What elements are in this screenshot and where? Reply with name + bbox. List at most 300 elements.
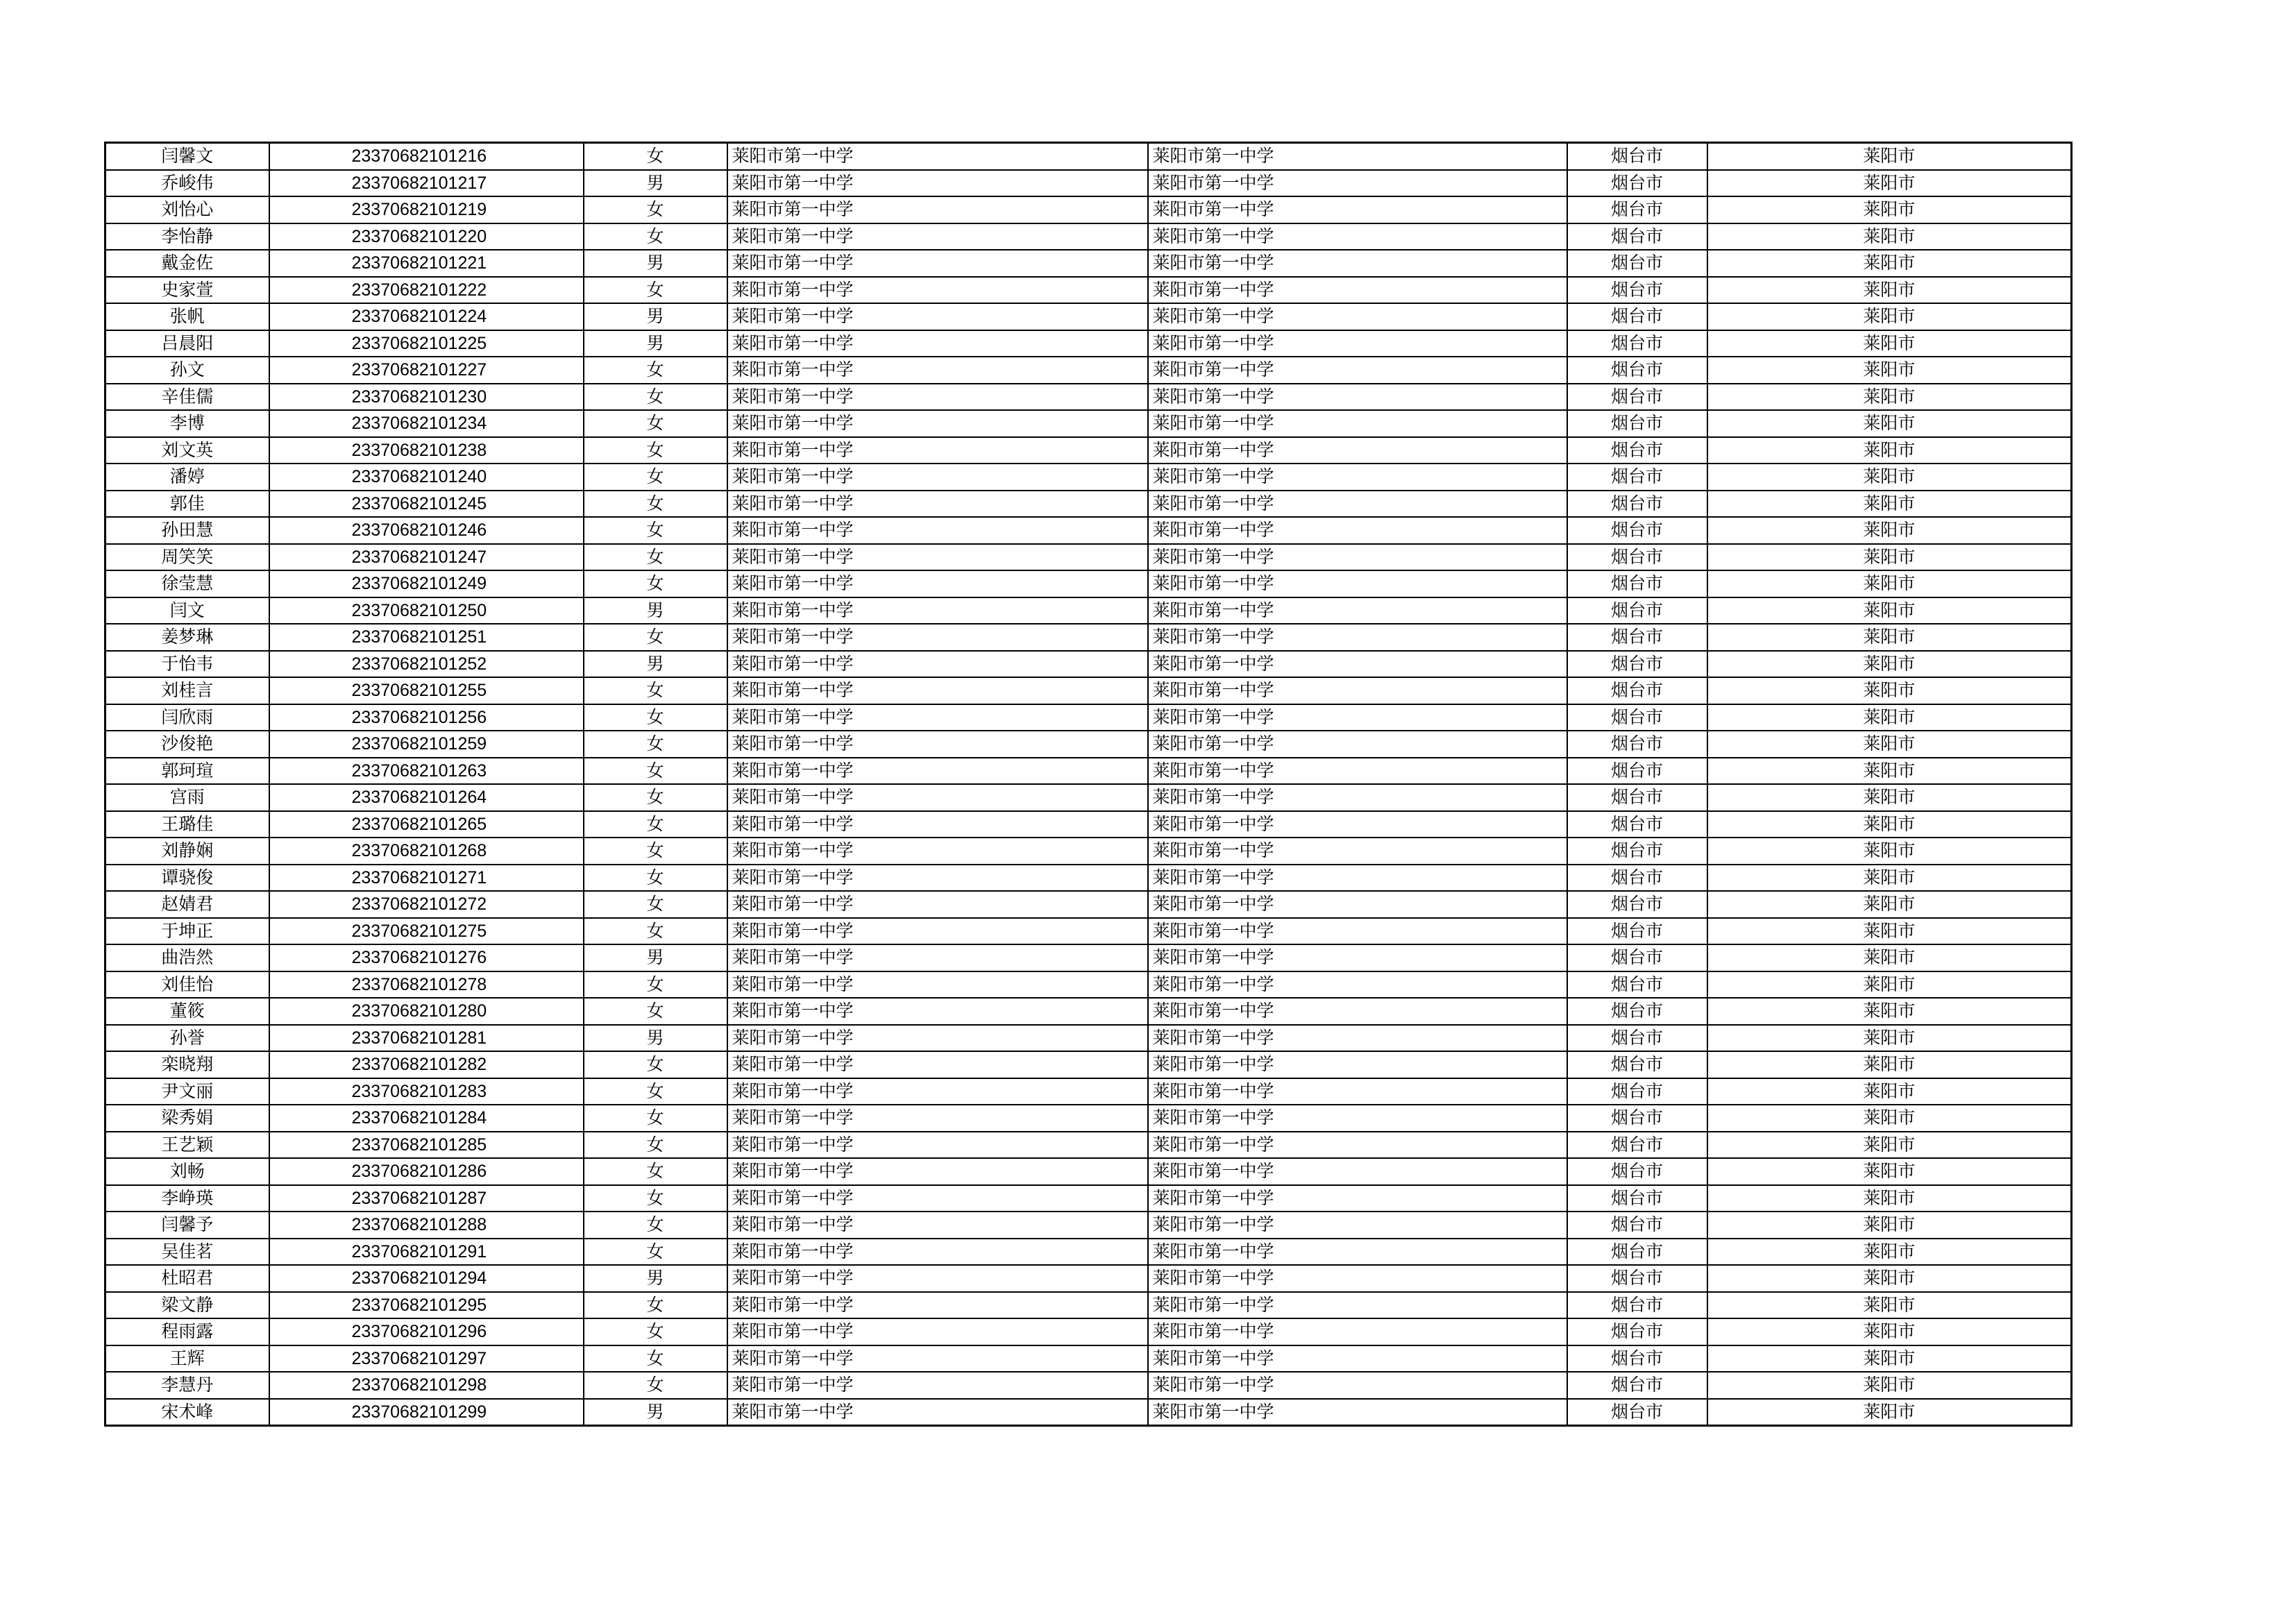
table-row xyxy=(105,1318,2072,1345)
cell-county: 莱阳市 xyxy=(1707,597,2072,624)
cell-city: 烟台市 xyxy=(1567,704,1707,731)
cell-county: 莱阳市 xyxy=(1707,250,2072,277)
cell-county: 莱阳市 xyxy=(1707,170,2072,197)
cell-city: 烟台市 xyxy=(1567,1265,1707,1292)
cell-exam-id: 23370682101256 xyxy=(269,704,584,731)
cell-school: 莱阳市第一中学 xyxy=(727,597,1148,624)
cell-county: 莱阳市 xyxy=(1707,1372,2072,1399)
cell-exam-id: 23370682101255 xyxy=(269,677,584,704)
cell-county: 莱阳市 xyxy=(1707,998,2072,1025)
cell-school: 莱阳市第一中学 xyxy=(727,891,1148,918)
cell-city: 烟台市 xyxy=(1567,357,1707,384)
cell-exam-id: 23370682101252 xyxy=(269,651,584,678)
cell-school: 莱阳市第一中学 xyxy=(727,998,1148,1025)
cell-exam-site: 莱阳市第一中学 xyxy=(1148,731,1567,758)
cell-exam-id: 23370682101287 xyxy=(269,1185,584,1212)
cell-name: 程雨露 xyxy=(105,1318,269,1345)
table-row xyxy=(105,811,2072,838)
cell-school: 莱阳市第一中学 xyxy=(727,1265,1148,1292)
cell-city: 烟台市 xyxy=(1567,223,1707,250)
cell-city: 烟台市 xyxy=(1567,1051,1707,1078)
table-row xyxy=(105,1132,2072,1159)
table-row xyxy=(105,410,2072,437)
cell-exam-site: 莱阳市第一中学 xyxy=(1148,1051,1567,1078)
cell-gender: 女 xyxy=(584,1051,727,1078)
cell-exam-site: 莱阳市第一中学 xyxy=(1148,1345,1567,1373)
cell-gender: 男 xyxy=(584,250,727,277)
table-row xyxy=(105,1239,2072,1266)
cell-county: 莱阳市 xyxy=(1707,223,2072,250)
cell-exam-site: 莱阳市第一中学 xyxy=(1148,1105,1567,1132)
cell-school: 莱阳市第一中学 xyxy=(727,223,1148,250)
table-row xyxy=(105,677,2072,704)
cell-city: 烟台市 xyxy=(1567,651,1707,678)
cell-school: 莱阳市第一中学 xyxy=(727,918,1148,945)
cell-school: 莱阳市第一中学 xyxy=(727,1372,1148,1399)
cell-name: 郭珂瑄 xyxy=(105,758,269,785)
table-row xyxy=(105,1212,2072,1239)
cell-name: 闫馨予 xyxy=(105,1212,269,1239)
cell-city: 烟台市 xyxy=(1567,784,1707,811)
table-row xyxy=(105,1158,2072,1185)
cell-exam-site: 莱阳市第一中学 xyxy=(1148,1239,1567,1266)
cell-county: 莱阳市 xyxy=(1707,1292,2072,1319)
cell-city: 烟台市 xyxy=(1567,410,1707,437)
cell-name: 刘佳怡 xyxy=(105,971,269,999)
cell-school: 莱阳市第一中学 xyxy=(727,677,1148,704)
table-row xyxy=(105,865,2072,892)
cell-gender: 女 xyxy=(584,437,727,464)
cell-exam-id: 23370682101294 xyxy=(269,1265,584,1292)
cell-gender: 女 xyxy=(584,865,727,892)
cell-county: 莱阳市 xyxy=(1707,1051,2072,1078)
cell-city: 烟台市 xyxy=(1567,677,1707,704)
cell-city: 烟台市 xyxy=(1567,464,1707,491)
cell-exam-id: 23370682101272 xyxy=(269,891,584,918)
cell-gender: 男 xyxy=(584,1025,727,1052)
cell-exam-id: 23370682101222 xyxy=(269,277,584,304)
cell-exam-id: 23370682101245 xyxy=(269,491,584,518)
cell-exam-id: 23370682101264 xyxy=(269,784,584,811)
cell-exam-id: 23370682101278 xyxy=(269,971,584,999)
cell-city: 烟台市 xyxy=(1567,998,1707,1025)
cell-exam-site: 莱阳市第一中学 xyxy=(1148,277,1567,304)
cell-gender: 男 xyxy=(584,944,727,971)
table-row xyxy=(105,1345,2072,1373)
cell-name: 刘文英 xyxy=(105,437,269,464)
cell-county: 莱阳市 xyxy=(1707,1025,2072,1052)
cell-city: 烟台市 xyxy=(1567,1185,1707,1212)
table-row xyxy=(105,651,2072,678)
cell-county: 莱阳市 xyxy=(1707,1212,2072,1239)
cell-name: 周笑笑 xyxy=(105,544,269,571)
cell-exam-site: 莱阳市第一中学 xyxy=(1148,1399,1567,1426)
table-row xyxy=(105,570,2072,597)
cell-name: 孙文 xyxy=(105,357,269,384)
cell-exam-id: 23370682101275 xyxy=(269,918,584,945)
cell-exam-id: 23370682101234 xyxy=(269,410,584,437)
cell-city: 烟台市 xyxy=(1567,1399,1707,1426)
cell-city: 烟台市 xyxy=(1567,1212,1707,1239)
cell-school: 莱阳市第一中学 xyxy=(727,517,1148,544)
cell-exam-id: 23370682101285 xyxy=(269,1132,584,1159)
cell-city: 烟台市 xyxy=(1567,437,1707,464)
cell-exam-site: 莱阳市第一中学 xyxy=(1148,1318,1567,1345)
cell-gender: 女 xyxy=(584,223,727,250)
cell-exam-site: 莱阳市第一中学 xyxy=(1148,998,1567,1025)
cell-name: 尹文丽 xyxy=(105,1078,269,1105)
cell-exam-site: 莱阳市第一中学 xyxy=(1148,410,1567,437)
cell-county: 莱阳市 xyxy=(1707,1078,2072,1105)
cell-name: 杜昭君 xyxy=(105,1265,269,1292)
cell-county: 莱阳市 xyxy=(1707,731,2072,758)
cell-exam-id: 23370682101221 xyxy=(269,250,584,277)
cell-exam-site: 莱阳市第一中学 xyxy=(1148,357,1567,384)
table-row xyxy=(105,1051,2072,1078)
cell-city: 烟台市 xyxy=(1567,971,1707,999)
table-row xyxy=(105,1265,2072,1292)
cell-city: 烟台市 xyxy=(1567,1318,1707,1345)
table-row xyxy=(105,357,2072,384)
cell-city: 烟台市 xyxy=(1567,865,1707,892)
cell-city: 烟台市 xyxy=(1567,303,1707,330)
cell-school: 莱阳市第一中学 xyxy=(727,811,1148,838)
cell-name: 王辉 xyxy=(105,1345,269,1373)
cell-city: 烟台市 xyxy=(1567,544,1707,571)
table-row xyxy=(105,918,2072,945)
cell-school: 莱阳市第一中学 xyxy=(727,357,1148,384)
cell-gender: 女 xyxy=(584,517,727,544)
cell-exam-site: 莱阳市第一中学 xyxy=(1148,1292,1567,1319)
table-row xyxy=(105,1372,2072,1399)
table-row xyxy=(105,758,2072,785)
table-row xyxy=(105,998,2072,1025)
cell-exam-id: 23370682101286 xyxy=(269,1158,584,1185)
cell-gender: 女 xyxy=(584,491,727,518)
cell-name: 董筱 xyxy=(105,998,269,1025)
cell-exam-site: 莱阳市第一中学 xyxy=(1148,597,1567,624)
cell-name: 张帆 xyxy=(105,303,269,330)
cell-name: 闫文 xyxy=(105,597,269,624)
cell-exam-site: 莱阳市第一中学 xyxy=(1148,944,1567,971)
cell-gender: 女 xyxy=(584,1158,727,1185)
table-row xyxy=(105,330,2072,357)
cell-name: 李慧丹 xyxy=(105,1372,269,1399)
cell-gender: 女 xyxy=(584,784,727,811)
cell-gender: 女 xyxy=(584,143,727,170)
cell-exam-site: 莱阳市第一中学 xyxy=(1148,303,1567,330)
cell-name: 潘婷 xyxy=(105,464,269,491)
cell-school: 莱阳市第一中学 xyxy=(727,1051,1148,1078)
table-row xyxy=(105,838,2072,865)
cell-school: 莱阳市第一中学 xyxy=(727,277,1148,304)
cell-name: 吕晨阳 xyxy=(105,330,269,357)
cell-name: 李博 xyxy=(105,410,269,437)
cell-school: 莱阳市第一中学 xyxy=(727,944,1148,971)
cell-county: 莱阳市 xyxy=(1707,677,2072,704)
cell-exam-site: 莱阳市第一中学 xyxy=(1148,1185,1567,1212)
cell-gender: 女 xyxy=(584,891,727,918)
cell-name: 姜梦琳 xyxy=(105,624,269,651)
cell-school: 莱阳市第一中学 xyxy=(727,250,1148,277)
cell-school: 莱阳市第一中学 xyxy=(727,491,1148,518)
cell-school: 莱阳市第一中学 xyxy=(727,1292,1148,1319)
cell-county: 莱阳市 xyxy=(1707,1239,2072,1266)
cell-gender: 女 xyxy=(584,758,727,785)
cell-city: 烟台市 xyxy=(1567,1158,1707,1185)
cell-exam-id: 23370682101250 xyxy=(269,597,584,624)
cell-exam-id: 23370682101296 xyxy=(269,1318,584,1345)
cell-exam-site: 莱阳市第一中学 xyxy=(1148,330,1567,357)
table-row xyxy=(105,1399,2072,1426)
table-row xyxy=(105,597,2072,624)
cell-exam-id: 23370682101284 xyxy=(269,1105,584,1132)
cell-county: 莱阳市 xyxy=(1707,971,2072,999)
cell-gender: 女 xyxy=(584,277,727,304)
cell-school: 莱阳市第一中学 xyxy=(727,971,1148,999)
table-row xyxy=(105,544,2072,571)
table-row xyxy=(105,464,2072,491)
cell-county: 莱阳市 xyxy=(1707,1132,2072,1159)
cell-exam-id: 23370682101238 xyxy=(269,437,584,464)
cell-exam-id: 23370682101271 xyxy=(269,865,584,892)
cell-gender: 女 xyxy=(584,196,727,223)
cell-name: 曲浩然 xyxy=(105,944,269,971)
cell-city: 烟台市 xyxy=(1567,1372,1707,1399)
table-body xyxy=(105,143,2072,1426)
cell-exam-id: 23370682101224 xyxy=(269,303,584,330)
cell-city: 烟台市 xyxy=(1567,731,1707,758)
cell-school: 莱阳市第一中学 xyxy=(727,784,1148,811)
cell-exam-id: 23370682101298 xyxy=(269,1372,584,1399)
cell-exam-site: 莱阳市第一中学 xyxy=(1148,651,1567,678)
table-row xyxy=(105,437,2072,464)
cell-county: 莱阳市 xyxy=(1707,517,2072,544)
cell-exam-site: 莱阳市第一中学 xyxy=(1148,1158,1567,1185)
cell-city: 烟台市 xyxy=(1567,570,1707,597)
cell-exam-id: 23370682101251 xyxy=(269,624,584,651)
cell-name: 栾晓翔 xyxy=(105,1051,269,1078)
cell-county: 莱阳市 xyxy=(1707,410,2072,437)
cell-city: 烟台市 xyxy=(1567,811,1707,838)
cell-county: 莱阳市 xyxy=(1707,464,2072,491)
cell-county: 莱阳市 xyxy=(1707,491,2072,518)
cell-exam-id: 23370682101217 xyxy=(269,170,584,197)
cell-city: 烟台市 xyxy=(1567,624,1707,651)
cell-name: 宫雨 xyxy=(105,784,269,811)
cell-exam-id: 23370682101227 xyxy=(269,357,584,384)
cell-school: 莱阳市第一中学 xyxy=(727,758,1148,785)
table-row xyxy=(105,891,2072,918)
cell-county: 莱阳市 xyxy=(1707,437,2072,464)
cell-exam-id: 23370682101247 xyxy=(269,544,584,571)
cell-exam-site: 莱阳市第一中学 xyxy=(1148,704,1567,731)
cell-city: 烟台市 xyxy=(1567,250,1707,277)
cell-school: 莱阳市第一中学 xyxy=(727,196,1148,223)
cell-school: 莱阳市第一中学 xyxy=(727,1185,1148,1212)
cell-gender: 女 xyxy=(584,1372,727,1399)
cell-county: 莱阳市 xyxy=(1707,1399,2072,1426)
cell-gender: 女 xyxy=(584,1345,727,1373)
cell-name: 闫欣雨 xyxy=(105,704,269,731)
cell-gender: 男 xyxy=(584,330,727,357)
cell-school: 莱阳市第一中学 xyxy=(727,303,1148,330)
cell-exam-id: 23370682101297 xyxy=(269,1345,584,1373)
cell-school: 莱阳市第一中学 xyxy=(727,143,1148,170)
cell-exam-id: 23370682101295 xyxy=(269,1292,584,1319)
cell-gender: 女 xyxy=(584,1132,727,1159)
cell-exam-id: 23370682101216 xyxy=(269,143,584,170)
cell-city: 烟台市 xyxy=(1567,891,1707,918)
cell-school: 莱阳市第一中学 xyxy=(727,464,1148,491)
table-row xyxy=(105,303,2072,330)
cell-county: 莱阳市 xyxy=(1707,570,2072,597)
cell-gender: 女 xyxy=(584,1185,727,1212)
cell-exam-id: 23370682101259 xyxy=(269,731,584,758)
cell-school: 莱阳市第一中学 xyxy=(727,865,1148,892)
cell-county: 莱阳市 xyxy=(1707,624,2072,651)
cell-city: 烟台市 xyxy=(1567,1345,1707,1373)
cell-county: 莱阳市 xyxy=(1707,330,2072,357)
cell-exam-id: 23370682101225 xyxy=(269,330,584,357)
cell-school: 莱阳市第一中学 xyxy=(727,410,1148,437)
cell-county: 莱阳市 xyxy=(1707,303,2072,330)
cell-exam-site: 莱阳市第一中学 xyxy=(1148,250,1567,277)
table-row xyxy=(105,384,2072,411)
cell-name: 于坤正 xyxy=(105,918,269,945)
cell-school: 莱阳市第一中学 xyxy=(727,1025,1148,1052)
table-row xyxy=(105,1185,2072,1212)
cell-exam-site: 莱阳市第一中学 xyxy=(1148,464,1567,491)
cell-gender: 女 xyxy=(584,838,727,865)
cell-exam-id: 23370682101282 xyxy=(269,1051,584,1078)
cell-gender: 女 xyxy=(584,410,727,437)
cell-exam-id: 23370682101299 xyxy=(269,1399,584,1426)
cell-exam-id: 23370682101249 xyxy=(269,570,584,597)
cell-gender: 男 xyxy=(584,597,727,624)
cell-exam-id: 23370682101291 xyxy=(269,1239,584,1266)
cell-school: 莱阳市第一中学 xyxy=(727,544,1148,571)
cell-city: 烟台市 xyxy=(1567,517,1707,544)
cell-name: 孙誉 xyxy=(105,1025,269,1052)
cell-school: 莱阳市第一中学 xyxy=(727,1078,1148,1105)
cell-gender: 女 xyxy=(584,1105,727,1132)
cell-name: 刘静娴 xyxy=(105,838,269,865)
cell-exam-site: 莱阳市第一中学 xyxy=(1148,865,1567,892)
cell-name: 刘桂言 xyxy=(105,677,269,704)
cell-exam-id: 23370682101280 xyxy=(269,998,584,1025)
cell-county: 莱阳市 xyxy=(1707,944,2072,971)
table-row xyxy=(105,971,2072,999)
cell-school: 莱阳市第一中学 xyxy=(727,704,1148,731)
cell-exam-site: 莱阳市第一中学 xyxy=(1148,677,1567,704)
cell-school: 莱阳市第一中学 xyxy=(727,170,1148,197)
cell-exam-site: 莱阳市第一中学 xyxy=(1148,1078,1567,1105)
cell-city: 烟台市 xyxy=(1567,1239,1707,1266)
cell-city: 烟台市 xyxy=(1567,277,1707,304)
cell-gender: 男 xyxy=(584,1399,727,1426)
cell-gender: 女 xyxy=(584,384,727,411)
table-row xyxy=(105,784,2072,811)
cell-exam-site: 莱阳市第一中学 xyxy=(1148,784,1567,811)
cell-city: 烟台市 xyxy=(1567,1025,1707,1052)
table-row xyxy=(105,1025,2072,1052)
cell-city: 烟台市 xyxy=(1567,597,1707,624)
table-row xyxy=(105,196,2072,223)
cell-city: 烟台市 xyxy=(1567,1292,1707,1319)
cell-exam-site: 莱阳市第一中学 xyxy=(1148,811,1567,838)
cell-exam-site: 莱阳市第一中学 xyxy=(1148,196,1567,223)
cell-exam-site: 莱阳市第一中学 xyxy=(1148,838,1567,865)
cell-name: 李怡静 xyxy=(105,223,269,250)
cell-exam-id: 23370682101283 xyxy=(269,1078,584,1105)
table-row xyxy=(105,143,2072,170)
cell-name: 李峥瑛 xyxy=(105,1185,269,1212)
cell-exam-site: 莱阳市第一中学 xyxy=(1148,384,1567,411)
cell-county: 莱阳市 xyxy=(1707,384,2072,411)
cell-school: 莱阳市第一中学 xyxy=(727,651,1148,678)
table-row xyxy=(105,1105,2072,1132)
table-row xyxy=(105,944,2072,971)
table-row xyxy=(105,491,2072,518)
table-row xyxy=(105,250,2072,277)
cell-exam-site: 莱阳市第一中学 xyxy=(1148,1212,1567,1239)
cell-county: 莱阳市 xyxy=(1707,811,2072,838)
cell-county: 莱阳市 xyxy=(1707,865,2072,892)
cell-school: 莱阳市第一中学 xyxy=(727,384,1148,411)
cell-school: 莱阳市第一中学 xyxy=(727,1105,1148,1132)
cell-exam-site: 莱阳市第一中学 xyxy=(1148,491,1567,518)
cell-city: 烟台市 xyxy=(1567,1078,1707,1105)
cell-exam-site: 莱阳市第一中学 xyxy=(1148,517,1567,544)
cell-county: 莱阳市 xyxy=(1707,196,2072,223)
cell-exam-id: 23370682101268 xyxy=(269,838,584,865)
cell-county: 莱阳市 xyxy=(1707,838,2072,865)
cell-gender: 女 xyxy=(584,971,727,999)
table-row xyxy=(105,1292,2072,1319)
cell-name: 郭佳 xyxy=(105,491,269,518)
cell-exam-id: 23370682101220 xyxy=(269,223,584,250)
cell-name: 刘畅 xyxy=(105,1158,269,1185)
table-row xyxy=(105,1078,2072,1105)
cell-exam-site: 莱阳市第一中学 xyxy=(1148,1372,1567,1399)
cell-gender: 女 xyxy=(584,570,727,597)
cell-county: 莱阳市 xyxy=(1707,651,2072,678)
cell-exam-site: 莱阳市第一中学 xyxy=(1148,437,1567,464)
cell-school: 莱阳市第一中学 xyxy=(727,838,1148,865)
cell-city: 烟台市 xyxy=(1567,1105,1707,1132)
cell-name: 于怡韦 xyxy=(105,651,269,678)
cell-exam-site: 莱阳市第一中学 xyxy=(1148,918,1567,945)
cell-gender: 男 xyxy=(584,303,727,330)
cell-city: 烟台市 xyxy=(1567,918,1707,945)
cell-city: 烟台市 xyxy=(1567,384,1707,411)
cell-exam-site: 莱阳市第一中学 xyxy=(1148,1265,1567,1292)
table-row xyxy=(105,624,2072,651)
cell-name: 王璐佳 xyxy=(105,811,269,838)
cell-exam-site: 莱阳市第一中学 xyxy=(1148,570,1567,597)
cell-name: 谭骁俊 xyxy=(105,865,269,892)
cell-gender: 女 xyxy=(584,998,727,1025)
table-row xyxy=(105,704,2072,731)
cell-exam-site: 莱阳市第一中学 xyxy=(1148,1132,1567,1159)
cell-name: 王艺颖 xyxy=(105,1132,269,1159)
cell-gender: 男 xyxy=(584,1265,727,1292)
cell-exam-id: 23370682101265 xyxy=(269,811,584,838)
cell-county: 莱阳市 xyxy=(1707,891,2072,918)
cell-school: 莱阳市第一中学 xyxy=(727,1212,1148,1239)
cell-county: 莱阳市 xyxy=(1707,277,2072,304)
